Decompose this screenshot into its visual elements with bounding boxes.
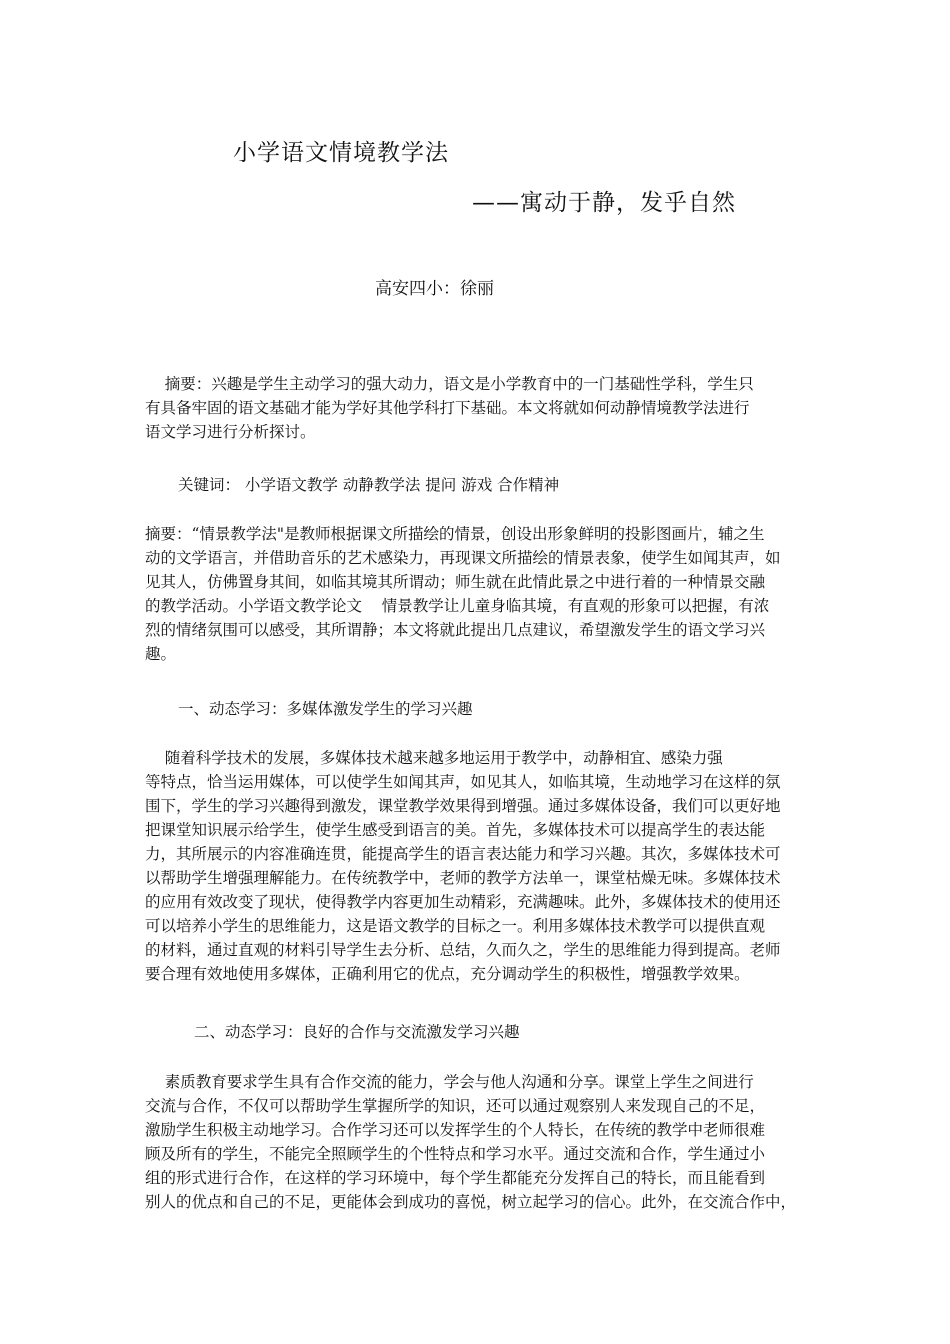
document-subtitle: ——寓动于静，发乎自然 — [472, 190, 736, 216]
text-line: 围下，学生的学习兴趣得到激发，课堂教学效果得到增强。通过多媒体设备，我们可以更好地 — [145, 797, 781, 815]
section-2-heading: 二、动态学习：良好的合作与交流激发学习兴趣 — [194, 1023, 520, 1041]
section-2-body — [145, 1070, 796, 1214]
text-line: 要合理有效地使用多媒体，正确利用它的优点，充分调动学生的积极性，增强教学效果。 — [145, 965, 750, 983]
text-line: 交流与合作，不仅可以帮助学生掌握所学的知识，还可以通过观察别人来发现自己的不足， — [145, 1097, 766, 1115]
text-line: 随着科学技术的发展，多媒体技术越来越多地运用于教学中，动静相宜、感染力强 — [145, 749, 723, 767]
text-line: 等特点，恰当运用媒体，可以使学生如闻其声，如见其人，如临其境，生动地学习在这样的氛 — [145, 773, 781, 791]
text-line: 别人的优点和自己的不足，更能体会到成功的喜悦，树立起学习的信心。此外，在交流合作中， — [145, 1193, 797, 1211]
text-line: 组的形式进行合作，在这样的学习环境中，每个学生都能充分发挥自己的特长，而且能看到 — [145, 1169, 766, 1187]
document-title: 小学语文情境教学法 — [233, 140, 449, 166]
keywords-line: 关键词： 小学语文教学 动静教学法 提问 游戏 合作精神 — [178, 476, 560, 494]
text-line: 素质教育要求学生具有合作交流的能力，学会与他人沟通和分享。课堂上学生之间进行 — [145, 1073, 754, 1091]
text-line: 见其人，仿佛置身其间，如临其境其所谓动；师生就在此情此景之中进行着的一种情景交融 — [145, 573, 766, 591]
text-line: 以帮助学生增强理解能力。在传统教学中，老师的教学方法单一，课堂枯燥无味。多媒体技术 — [145, 869, 781, 887]
text-line: 动的文学语言，并借助音乐的艺术感染力，再现课文所描绘的情景表象，使学生如闻其声，如 — [145, 549, 781, 567]
text-line: 激励学生积极主动地学习。合作学习还可以发挥学生的个人特长，在传统的教学中老师很难 — [145, 1121, 766, 1139]
section-1-heading: 一、动态学习：多媒体激发学生的学习兴趣 — [178, 700, 473, 718]
text-line: 摘要：兴趣是学生主动学习的强大动力，语文是小学教育中的一门基础性学科，学生只 — [145, 375, 754, 393]
text-line: 摘要：“情景教学法"是教师根据课文所描绘的情景，创设出形象鲜明的投影图画片，辅之生 — [145, 525, 765, 543]
abstract-paragraph-2 — [145, 522, 781, 666]
text-line: 把课堂知识展示给学生，使学生感受到语言的美。首先，多媒体技术可以提高学生的表达能 — [145, 821, 766, 839]
text-line: 烈的情绪氛围可以感受，其所谓静；本文将就此提出几点建议，希望激发学生的语文学习兴 — [145, 621, 766, 639]
text-line: 语文学习进行分析探讨。 — [145, 423, 316, 441]
text-line: 顾及所有的学生，不能完全照顾学生的个性特点和学习水平。通过交流和合作，学生通过小 — [145, 1145, 766, 1163]
text-line: 有具备牢固的语文基础才能为学好其他学科打下基础。本文将就如何动静情境教学法进行 — [145, 399, 750, 417]
text-line: 可以培养小学生的思维能力，这是语文教学的目标之一。利用多媒体技术教学可以提供直观 — [145, 917, 766, 935]
abstract-paragraph-1 — [145, 372, 754, 444]
text-line: 力，其所展示的内容准确连贯，能提高学生的语言表达能力和学习兴趣。其次，多媒体技术可 — [145, 845, 781, 863]
text-line: 的应用有效改变了现状，使得教学内容更加生动精彩，充满趣味。此外，多媒体技术的使用还 — [145, 893, 781, 911]
text-line: 趣。 — [145, 645, 177, 663]
text-line: 的材料，通过直观的材料引导学生去分析、总结，久而久之，学生的思维能力得到提高。老师 — [145, 941, 781, 959]
text-line: 的教学活动。小学语文教学论文 情景教学让儿童身临其境，有直观的形象可以把握，有浓 — [145, 597, 770, 615]
author-line: 高安四小：徐丽 — [375, 279, 494, 299]
section-1-body — [145, 746, 781, 986]
